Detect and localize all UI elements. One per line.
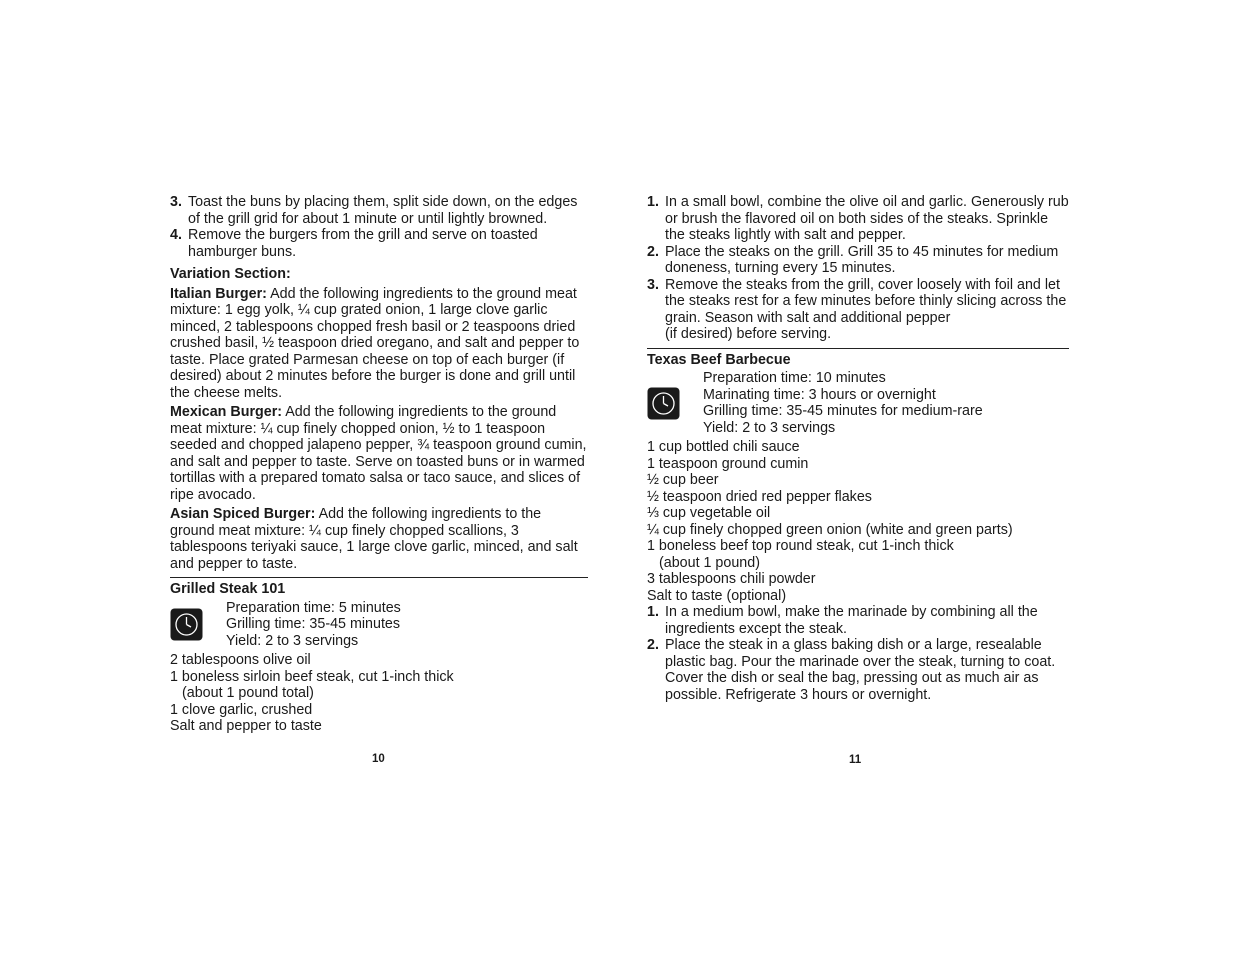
step-3 (170, 194, 588, 227)
ingredient-item: 1 boneless beef top round steak, cut 1-inch thick (647, 538, 954, 554)
ingredient-item: ½ teaspoon dried red pepper flakes (647, 488, 872, 505)
recipe-info (647, 370, 1069, 436)
step-number: 3. (647, 276, 659, 293)
section-divider (647, 348, 1069, 349)
ingredient-item: ⅓ cup vegetable oil (647, 505, 771, 521)
grill-time: Grilling time: 35-45 minutes (226, 616, 401, 632)
ingredient-item: Salt to taste (optional) (647, 587, 787, 604)
recipe-info (170, 600, 588, 650)
step-number: 2. (647, 637, 659, 653)
ingredient-item: 1 clove garlic, crushed (170, 701, 313, 718)
ingredient-list (170, 652, 588, 735)
step-4 (170, 227, 588, 260)
recipe-title: Grilled Steak 101 (170, 581, 286, 597)
step-3 (647, 277, 1069, 343)
ingredient-item: 3 tablespoons chili powder (647, 571, 816, 587)
clock-icon (647, 387, 680, 420)
ingredient-item: ½ cup beer (647, 472, 719, 488)
page-number-right: 11 (849, 754, 862, 766)
step-text: Remove the burgers from the grill and serve on toasted hamburger buns. (188, 227, 538, 260)
yield: Yield: 2 to 3 servings (226, 632, 359, 649)
step-text-last-line: (if desired) before serving. (665, 326, 832, 342)
step-text: In a medium bowl, make the marinade by combining all the ingredients except the steak. (665, 604, 1038, 637)
step-number: 1. (647, 604, 659, 620)
prep-time: Preparation time: 10 minutes (703, 370, 886, 386)
ingredient-item: 1 teaspoon ground cumin (647, 455, 809, 472)
ingredient-item-cont: (about 1 pound) (659, 554, 760, 571)
variation-text: Add the following ingredients to the ground meat mixture: ¼ cup finely chopped onion, ½ to 1 teaspoon seeded and chopped jalapeno pepper, ¾ teaspoon ground cumin, and salt and pepper to taste. Serve on toasted buns or in warmed tortillas with a prepared tomato salsa or taco sauce, and slices of ripe avocado. (170, 404, 587, 503)
recipe-step-2 (647, 637, 1069, 703)
step-2 (647, 244, 1069, 277)
section-divider (170, 577, 588, 578)
prep-time: Preparation time: 5 minutes (226, 599, 401, 616)
ingredient-item-cont: (about 1 pound total) (182, 685, 314, 701)
step-text: Place the steaks on the grill. Grill 35 to 45 minutes for medium doneness, turning every 15 minutes. (665, 243, 1059, 276)
marinate-time: Marinating time: 3 hours or overnight (703, 386, 936, 403)
ingredient-item: ¼ cup finely chopped green onion (white and green parts) (647, 521, 1013, 538)
variation-text: Add the following ingredients to the ground meat mixture: 1 egg yolk, ¼ cup grated onion, 1 large clove garlic minced, 2 tablespoons chopped fresh basil or 2 teaspoons dried crushed basil, ½ teaspoon dried oregano, and salt and pepper to taste. Place grated Parmesan cheese on top of each burger (if desired) about 2 minutes before the burger is done and grill until the cheese melts. (170, 285, 580, 401)
step-number: 3. (170, 194, 182, 210)
yield: Yield: 2 to 3 servings (703, 419, 836, 436)
ingredient-item: 2 tablespoons olive oil (170, 652, 311, 668)
ingredient-item: 1 cup bottled chili sauce (647, 439, 800, 455)
recipe-step-1 (647, 604, 1069, 637)
step-number: 2. (647, 243, 659, 260)
right-page (647, 194, 1069, 703)
variation-heading: Variation Section: (170, 266, 291, 282)
recipe-title: Texas Beef Barbecue (647, 351, 791, 368)
variation-label: Italian Burger: (170, 285, 267, 302)
variation-text: Add the following ingredients to the ground meat mixture: ¼ cup finely chopped scallions, 3 tablespoons teriyaki sauce, 1 large clove garlic, minced, and salt and pepper to taste. (170, 506, 578, 572)
ingredient-list (647, 439, 1069, 604)
step-text: In a small bowl, combine the olive oil and garlic. Generously rub or brush the flavored oil on both sides of the steaks. Sprinkle the steaks lightly with salt and pepper. (665, 194, 1069, 243)
variation-mexican (170, 404, 588, 503)
step-number: 1. (647, 194, 659, 210)
grill-time: Grilling time: 35-45 minutes for medium-rare (703, 403, 983, 419)
left-page (170, 194, 588, 735)
ingredient-item: 1 boneless sirloin beef steak, cut 1-inch thick (170, 668, 454, 685)
variation-asian (170, 506, 588, 572)
clock-icon (170, 608, 203, 641)
step-number: 4. (170, 227, 182, 243)
step-1 (647, 194, 1069, 244)
variation-label: Asian Spiced Burger: (170, 506, 316, 522)
ingredient-item: Salt and pepper to taste (170, 718, 322, 734)
step-text: Place the steak in a glass baking dish or a large, resealable plastic bag. Pour the marinade over the steak, turning to coat. Cover the dish or seal the bag, pressing out as much air as possible. Refrigerate 3 hours or overnight. (665, 637, 1056, 703)
step-text: Toast the buns by placing them, split side down, on the edges of the grill grid for about 1 minute or until lightly browned. (188, 194, 578, 227)
step-text: Remove the steaks from the grill, cover loosely with foil and let the steaks rest for a few minutes before thinly slicing across the grain. Season with salt and additional pepper (665, 276, 1067, 326)
page-number-left: 10 (372, 753, 385, 765)
variation-italian (170, 286, 588, 402)
variation-label: Mexican Burger: (170, 404, 283, 420)
